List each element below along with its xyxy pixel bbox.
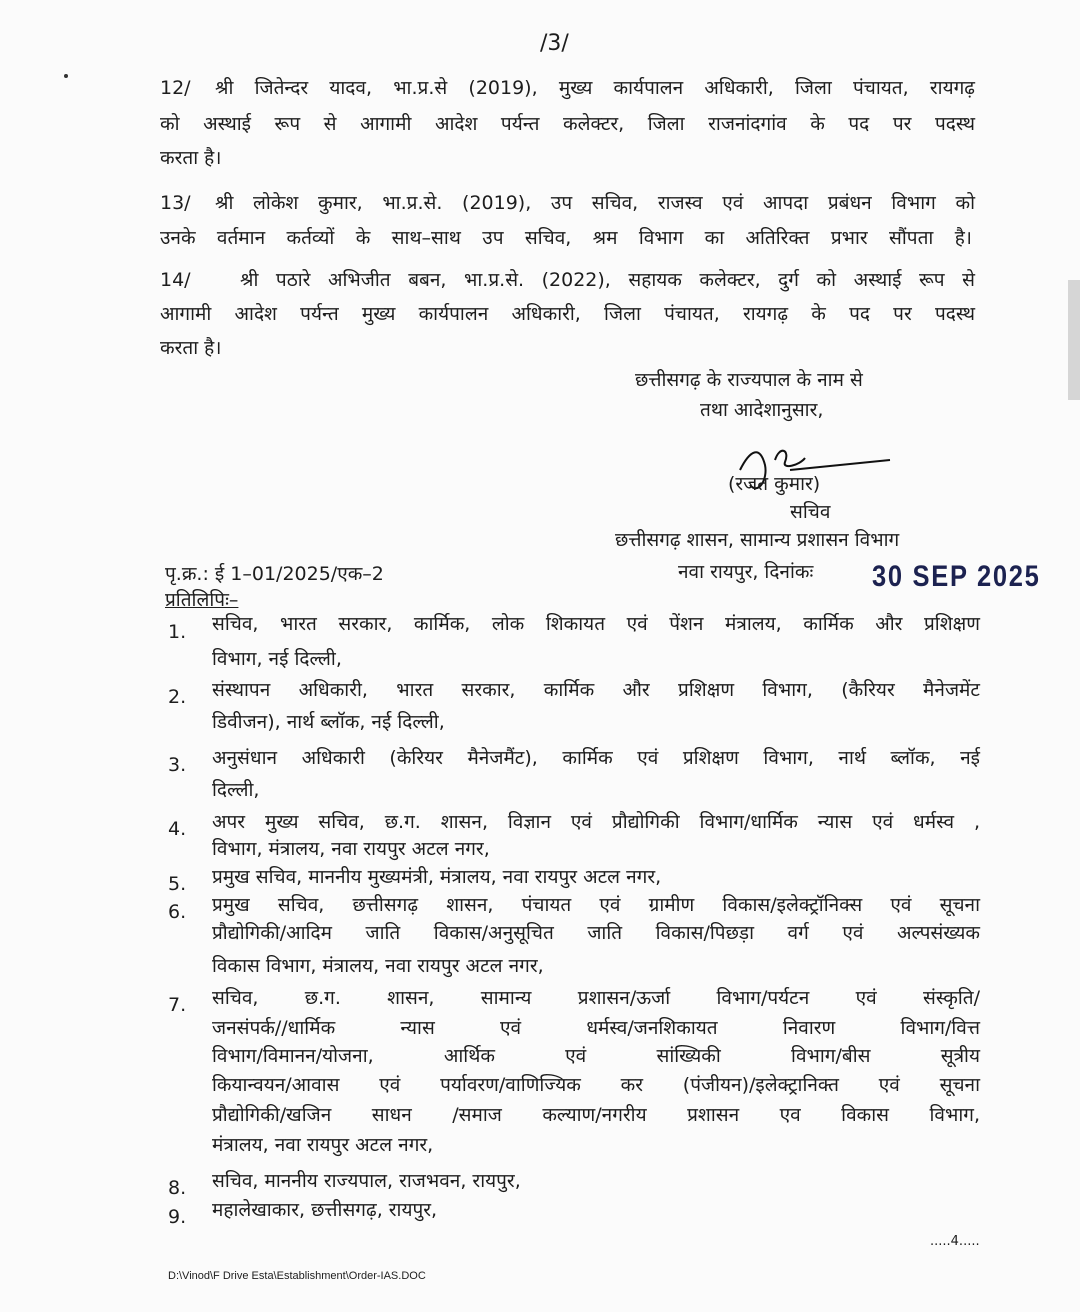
paragraph-line: श्री लोकेश कुमार, भा.प्र.से. (2019), उप सचिव, राजस्व एवं आपदा प्रबंधन विभाग को: [215, 192, 975, 214]
paragraph-number: 12/: [160, 77, 191, 99]
list-item-line: अनुसंधान अधिकारी (केरियर मैनेजमैंट), कार्मिक एवं प्रशिक्षण विभाग, नार्थ ब्लॉक, नई: [212, 747, 980, 769]
scrollbar[interactable]: [1068, 280, 1080, 400]
list-item-line: महालेखाकार, छत्तीसगढ़, रायपुर,: [212, 1199, 438, 1221]
list-number: 1.: [168, 621, 187, 643]
list-item-line: विभाग/विमानन/योजना, आर्थिक एवं सांख्यिकी विभाग/बीस सूत्रीय: [212, 1045, 980, 1067]
list-item-line: प्रौद्योगिकी/खजिन साधन /समाज कल्याण/नगरीय प्रशासन एव विकास विभाग,: [212, 1104, 980, 1126]
page-marker: /3/: [540, 31, 569, 56]
paragraph-line: श्री पठारे अभिजीत बबन, भा.प्र.से. (2022), सहायक कलेक्टर, दुर्ग को अस्थाई रूप से: [240, 269, 975, 291]
file-path: D:\Vinod\F Drive Esta\Establishment\Order-IAS.DOC: [168, 1270, 426, 1282]
list-item-line: दिल्ली,: [212, 779, 260, 801]
list-item-line: मंत्रालय, नवा रायपुर अटल नगर,: [212, 1134, 434, 1156]
copy-heading-text: प्रतिलिपिः–: [165, 589, 239, 611]
place-date-label: नवा रायपुर, दिनांकः: [678, 561, 814, 583]
signature-order-line: तथा आदेशानुसार,: [700, 399, 824, 421]
list-item-line: सचिव, भारत सरकार, कार्मिक, लोक शिकायत एवं पेंशन मंत्रालय, कार्मिक और प्रशिक्षण: [212, 613, 980, 635]
list-number: 4.: [168, 818, 187, 840]
list-number: 7.: [168, 994, 187, 1016]
signatory-department: छत्तीसगढ़ शासन, सामान्य प्रशासन विभाग: [615, 529, 900, 551]
list-item-line: सचिव, माननीय राज्यपाल, राजभवन, रायपुर,: [212, 1170, 521, 1192]
paragraph-line: आगामी आदेश पर्यन्त मुख्य कार्यपालन अधिकारी, जिला पंचायत, रायगढ़ के पद पर पदस्थ: [160, 303, 975, 325]
list-number: 9.: [168, 1206, 187, 1228]
list-item-line: सचिव, छ.ग. शासन, सामान्य प्रशासन/ऊर्जा विभाग/पर्यटन एवं संस्कृति/: [212, 987, 980, 1009]
list-item-line: विभाग, नई दिल्ली,: [212, 648, 342, 670]
list-item-line: प्रमुख सचिव, छत्तीसगढ़ शासन, पंचायत एवं ग्रामीण विकास/इलेक्ट्रॉनिक्स एवं सूचना: [212, 894, 980, 916]
continuation-marker: .....4.....: [930, 1234, 980, 1249]
list-number: 3.: [168, 754, 187, 776]
list-item-line: प्रौद्योगिकी/आदिम जाति विकास/अनुसूचित जाति विकास/पिछड़ा वर्ग एवं अल्पसंख्यक: [212, 922, 980, 944]
paragraph-line: करता है।: [160, 337, 222, 359]
paragraph-number: 13/: [160, 192, 191, 214]
list-item-line: विकास विभाग, मंत्रालय, नवा रायपुर अटल नगर,: [212, 955, 544, 977]
list-item-line: कियान्वयन/आवास एवं पर्यावरण/वाणिज्यिक कर (पंजीयन)/इलेक्ट्रानिक्त एवं सूचना: [212, 1074, 980, 1096]
reference-number: पृ.क्र.: ई 1–01/2025/एक–2: [165, 563, 384, 585]
paragraph-line: श्री जितेन्दर यादव, भा.प्र.से (2019), मुख्य कार्यपालन अधिकारी, जिला पंचायत, रायगढ़: [215, 77, 975, 99]
list-item-line: डिवीजन), नार्थ ब्लॉक, नई दिल्ली,: [212, 711, 445, 733]
paragraph-line: को अस्थाई रूप से आगामी आदेश पर्यन्त कलेक्टर, जिला राजनांदगांव के पद पर पदस्थ: [160, 113, 975, 135]
list-number: 8.: [168, 1177, 187, 1199]
list-item-line: प्रमुख सचिव, माननीय मुख्यमंत्री, मंत्रालय, नवा रायपुर अटल नगर,: [212, 866, 662, 888]
list-item-line: विभाग, मंत्रालय, नवा रायपुर अटल नगर,: [212, 838, 490, 860]
list-number: 2.: [168, 686, 187, 708]
signatory-designation: सचिव: [790, 501, 831, 523]
date-stamp: 30 SEP 2025: [872, 560, 1041, 593]
list-number: 5.: [168, 873, 187, 895]
paragraph-line: उनके वर्तमान कर्तव्यों के साथ–साथ उप सचिव, श्रम विभाग का अतिरिक्त प्रभार सौंपता है।: [160, 227, 972, 249]
scan-speck: [64, 74, 68, 78]
paragraph-number: 14/: [160, 269, 191, 291]
list-item-line: अपर मुख्य सचिव, छ.ग. शासन, विज्ञान एवं प्रौद्योगिकी विभाग/धार्मिक न्यास एवं धर्मस्व ,: [212, 811, 980, 833]
list-item-line: जनसंपर्क//धार्मिक न्यास एवं धर्मस्व/जनशिकायत निवारण विभाग/वित्त: [212, 1017, 980, 1039]
signatory-name: (रजत कुमार): [728, 473, 821, 495]
list-item-line: संस्थापन अधिकारी, भारत सरकार, कार्मिक और प्रशिक्षण विभाग, (कैरियर मैनेजमेंट: [212, 679, 980, 701]
paragraph-line: करता है।: [160, 147, 222, 169]
list-number: 6.: [168, 901, 187, 923]
signature-authority-line: छत्तीसगढ़ के राज्यपाल के नाम से: [635, 369, 863, 391]
